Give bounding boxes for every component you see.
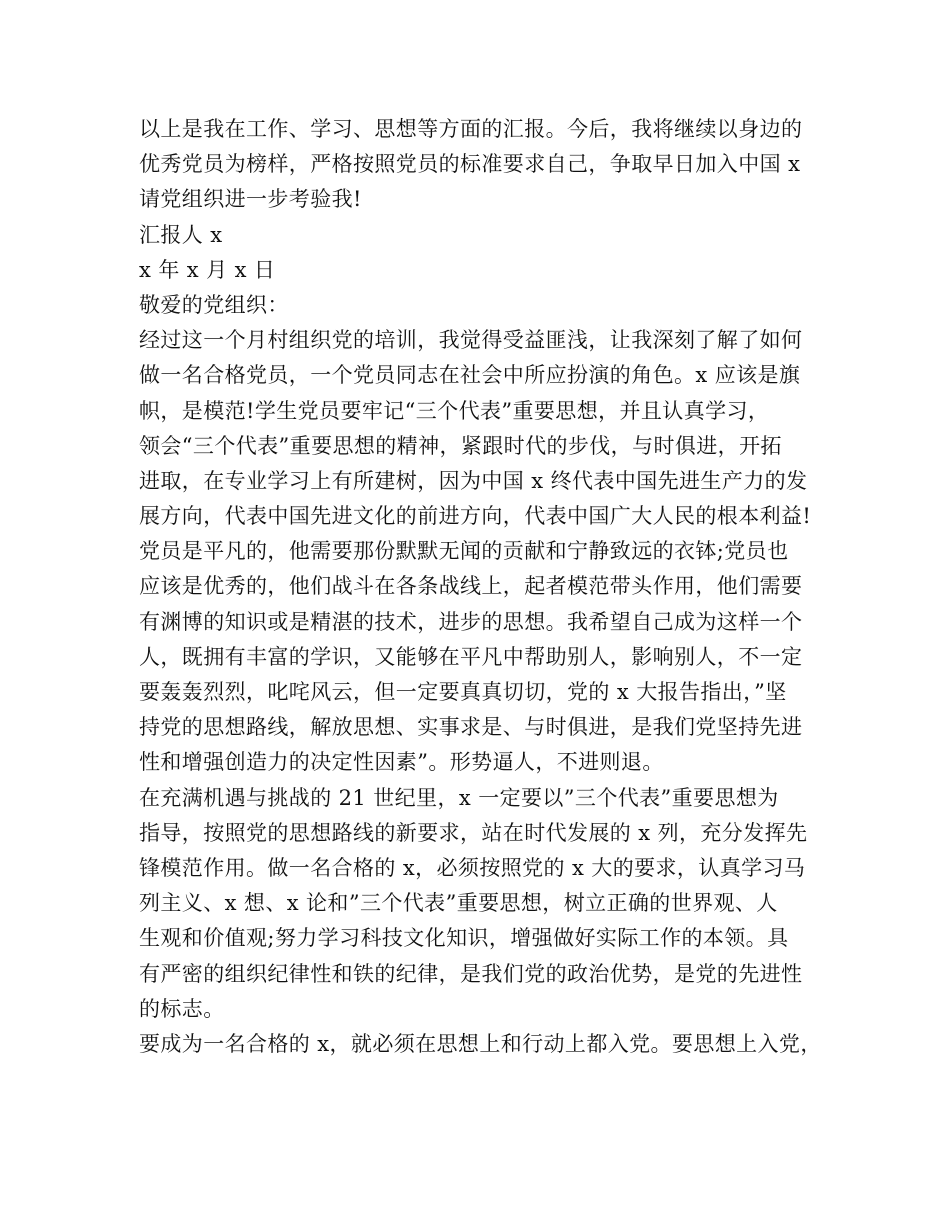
text-line: 做一名合格党员，一个党员同志在社会中所应扮演的角色。x 应该是旗 [139, 363, 801, 388]
text-line: 在充满机遇与挑战的 21 世纪里，x 一定要以”三个代表”重要思想为 [139, 785, 779, 810]
text-line: 应该是优秀的，他们战斗在各条战线上，起者模范带头作用，他们需要 [139, 574, 803, 599]
text-line: 优秀党员为榜样，严格按照党员的标准要求自己，争取早日加入中国 x [139, 152, 801, 177]
text-line: 的标志。 [139, 996, 225, 1021]
text-line: 指导，按照党的思想路线的新要求，站在时代发展的 x 列，充分发挥先 [139, 820, 808, 845]
text-line: 要成为一名合格的 x，就必须在思想上和行动上都入党。要思想上入党， [139, 1031, 822, 1056]
text-line: 持党的思想路线，解放思想、实事求是、与时俱进，是我们党坚持先进 [139, 715, 803, 740]
text-line: 展方向，代表中国先进文化的前进方向，代表中国广大人民的根本利益! [139, 504, 812, 529]
reporter-line: 汇报人 x [139, 222, 223, 247]
text-line: 列主义、x 想、x 论和”三个代表”重要思想，树立正确的世界观、人 [139, 891, 778, 916]
text-line: 要轰轰烈烈，叱咤风云，但一定要真真切切，党的 x 大报告指出，”坚 [139, 680, 787, 704]
text-line: 党员是平凡的，他需要那份默默无闻的贡献和宁静致远的衣钵;党员也 [139, 539, 789, 564]
text-line: 有渊博的知识或是精湛的技术，进步的思想。我希望自己成为这样一个 [139, 609, 803, 634]
date-line: x 年 x 月 x 日 [139, 257, 276, 282]
text-line: 锋模范作用。做一名合格的 x，必须按照党的 x 大的要求，认真学习马 [139, 855, 806, 880]
text-line: 帜，是模范!学生党员要牢记“三个代表”重要思想，并且认真学习， [139, 398, 770, 423]
text-line: 人，既拥有丰富的学识，又能够在平凡中帮助别人，影响别人，不一定 [139, 644, 803, 669]
text-line: 进取，在专业学习上有所建树，因为中国 x 终代表中国先进生产力的发 [139, 468, 808, 493]
document-body [139, 112, 822, 1062]
text-line: 有严密的组织纪律性和铁的纪律，是我们党的政治优势，是党的先进性 [139, 961, 803, 986]
text-line: 经过这一个月村组织党的培训，我觉得受益匪浅，让我深刻了解了如何 [139, 328, 803, 353]
text-line: 生观和价值观;努力学习科技文化知识，增强做好实际工作的本领。具 [139, 926, 789, 951]
text-line: 性和增强创造力的决定性因素”。形势逼人，不进则退。 [139, 750, 664, 775]
salutation-line: 敬爱的党组织： [139, 292, 289, 317]
text-line: 以上是我在工作、学习、思想等方面的汇报。今后，我将继续以身边的 [139, 117, 803, 141]
text-line: 领会“三个代表”重要思想的精神，紧跟时代的步伐，与时俱进，开拓 [139, 433, 782, 458]
text-line: 请党组织进一步考验我! [139, 187, 362, 212]
